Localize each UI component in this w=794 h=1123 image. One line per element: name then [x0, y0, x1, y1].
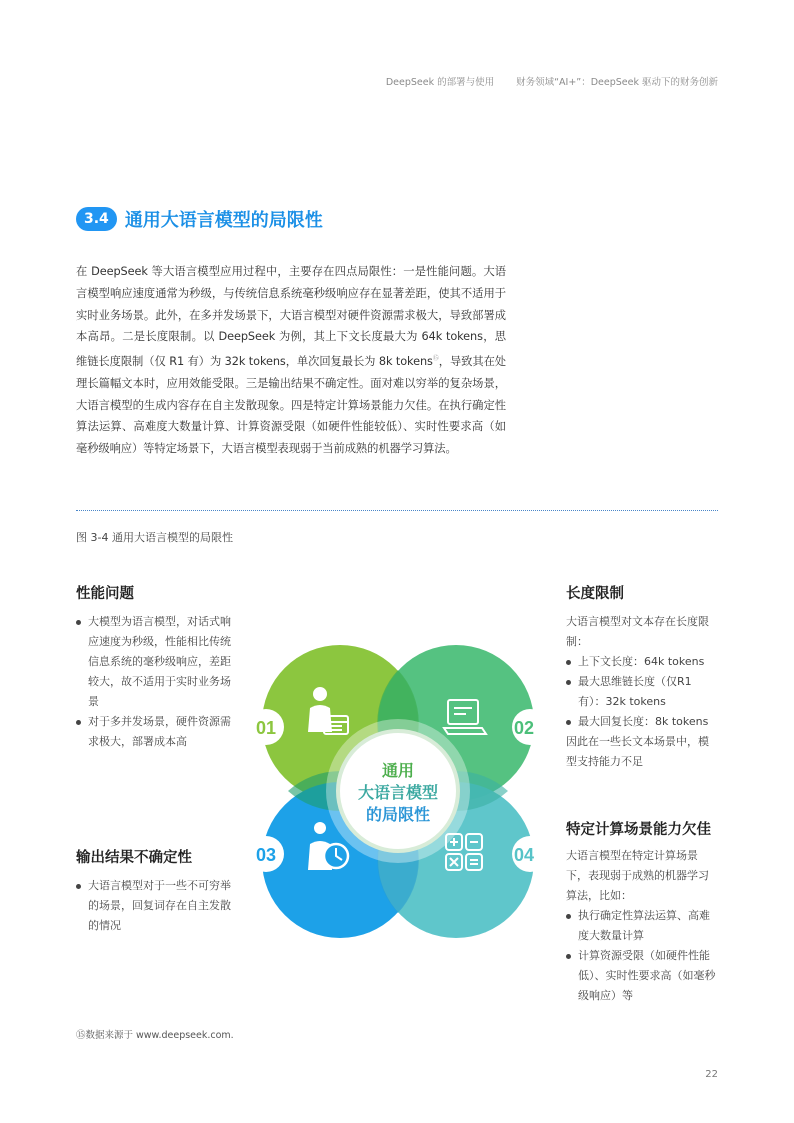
number-01: 01	[255, 718, 277, 738]
body-paragraph	[76, 261, 506, 460]
header-right: 财务领域“AI+”：DeepSeek 驱动下的财务创新	[516, 77, 718, 88]
q1-bullets	[76, 612, 236, 752]
section-heading: 通用大语言模型的局限性	[124, 210, 323, 231]
q4-bullet: 执行确定性算法运算、高难度大数量计算	[566, 906, 718, 946]
q1-title: 性能问题	[76, 586, 134, 602]
limitations-diagram	[255, 630, 538, 950]
q1-bullet: 对于多并发场景，硬件资源需求极大，部署成本高	[76, 712, 236, 752]
running-header	[386, 74, 718, 88]
header-left: DeepSeek 的部署与使用	[385, 77, 495, 88]
footnote-mark: ⑮	[432, 355, 439, 363]
section-title	[76, 206, 323, 232]
q2-intro: 大语言模型对文本存在长度限制：	[566, 615, 709, 648]
paragraph-text-2: ，导致其在处理长篇幅文本时，应用效能受限。三是输出结果不确定性。面对难以穷举的复杂场景，大语言模型的生成内容存在自主发散现象。四是特定计算场景能力欠佳。在执行确定性算法运算、高难度大数量计算、计算资源受限（如硬件性能较低）、实时性要求高（如毫秒级响应）等特定场景下，大语言模型表现弱于当前成熟的机器学习算法。	[76, 354, 506, 456]
page-number: 22	[705, 1069, 718, 1080]
number-02: 02	[513, 718, 535, 738]
center-line-3: 的局限性	[365, 805, 431, 824]
q4-bullet: 计算资源受限（如硬件性能低）、实时性要求高（如毫秒级响应）等	[566, 946, 718, 1006]
q2-outro: 因此在一些长文本场景中，模型支持能力不足	[566, 735, 709, 768]
center-line-2: 大语言模型	[357, 783, 439, 802]
q4-bullets	[566, 906, 718, 1006]
q2-title: 长度限制	[566, 586, 624, 602]
q2-bullet: 上下文长度：64k tokens	[566, 652, 718, 672]
footnote: ⑮数据来源于 www.deepseek.com.	[76, 1030, 234, 1041]
q1-bullet: 大模型为语言模型，对话式响应速度为秒级，性能相比传统信息系统的毫秒级响应，差距较大，故不适用于实时业务场景	[76, 612, 236, 712]
dotted-divider	[76, 510, 718, 511]
q4-title: 特定计算场景能力欠佳	[566, 822, 711, 838]
section-number-badge: 3.4	[76, 207, 117, 231]
q4-intro: 大语言模型在特定计算场景下，表现弱于成熟的机器学习算法，比如：	[566, 849, 709, 902]
q3-title: 输出结果不确定性	[76, 850, 192, 866]
q2-bullet: 最大回复长度：8k tokens	[566, 712, 718, 732]
number-03: 03	[255, 845, 277, 865]
q3-bullets	[76, 876, 236, 936]
q2-bullets	[566, 652, 718, 732]
number-04: 04	[513, 845, 535, 865]
paragraph-text-1: 在 DeepSeek 等大语言模型应用过程中，主要存在四点局限性：一是性能问题。大语言模型响应速度通常为秒级，与传统信息系统毫秒级响应存在显著差距，使其不适用于实时业务场景。此外，在多并发场景下，大语言模型对硬件资源需求极大，导致部署成本高昂。二是长度限制。以 DeepSeek 为例，其上下文长度最大为 64k tokens，思维链长度限制（仅 R1 有）为 32k tokens，单次回复最长为 8k tokens	[76, 265, 506, 368]
q3-bullet: 大语言模型对于一些不可穷举的场景，回复词存在自主发散的情况	[76, 876, 236, 936]
center-line-1: 通用	[381, 761, 415, 780]
q2-bullet: 最大思维链长度（仅R1有）：32k tokens	[566, 672, 718, 712]
figure-caption: 图 3-4 通用大语言模型的局限性	[76, 531, 233, 544]
